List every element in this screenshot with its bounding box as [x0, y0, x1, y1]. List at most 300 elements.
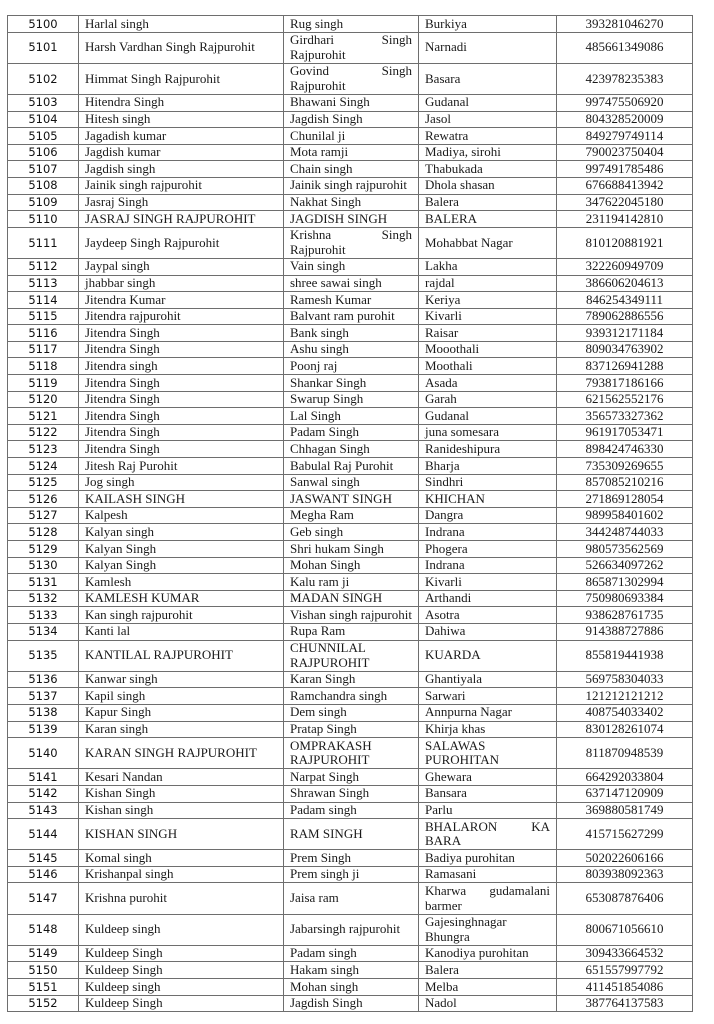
id-number-cell: 914388727886 [557, 623, 693, 640]
name-cell: Kalyan Singh [79, 557, 284, 574]
id-number-cell: 653087876406 [557, 883, 693, 914]
id-number-cell: 344248744033 [557, 524, 693, 541]
name-cell: Krishna purohit [79, 883, 284, 914]
serial-number-cell: 5145 [8, 850, 79, 867]
id-number-cell: 837126941288 [557, 358, 693, 375]
serial-number-cell: 5121 [8, 408, 79, 425]
father-name-cell: Shrawan Singh [284, 785, 419, 802]
village-cell: Badiya purohitan [419, 850, 557, 867]
name-cell: Kalpesh [79, 507, 284, 524]
serial-number-cell: 5136 [8, 671, 79, 688]
name-cell: Jitendra Kumar [79, 292, 284, 309]
father-name-cell: Jagdish Singh [284, 995, 419, 1012]
father-name-cell: Shri hukam Singh [284, 541, 419, 558]
id-number-cell: 411451854086 [557, 979, 693, 996]
village-cell: Bansara [419, 785, 557, 802]
father-name-cell: CHUNNILAL RAJPUROHIT [284, 640, 419, 671]
serial-number-cell: 5122 [8, 424, 79, 441]
name-cell: KAMLESH KUMAR [79, 590, 284, 607]
father-name-cell: shree sawai singh [284, 275, 419, 292]
serial-number-cell: 5100 [8, 16, 79, 33]
id-number-cell: 423978235383 [557, 63, 693, 94]
name-cell: Hitesh singh [79, 111, 284, 128]
id-number-cell: 800671056610 [557, 914, 693, 945]
table-row [8, 177, 693, 194]
serial-number-cell: 5137 [8, 688, 79, 705]
father-name-cell: Sanwal singh [284, 474, 419, 491]
village-cell: Kivarli [419, 574, 557, 591]
village-cell: juna somesara [419, 424, 557, 441]
id-number-cell: 809034763902 [557, 341, 693, 358]
name-cell: jhabbar singh [79, 275, 284, 292]
id-number-cell: 865871302994 [557, 574, 693, 591]
serial-number-cell: 5133 [8, 607, 79, 624]
id-number-cell: 789062886556 [557, 308, 693, 325]
table-row [8, 128, 693, 145]
id-number-cell: 803938092363 [557, 866, 693, 883]
father-name-cell: Krishna Singh Rajpurohit [284, 227, 419, 258]
table-row [8, 623, 693, 640]
serial-number-cell: 5135 [8, 640, 79, 671]
table-row [8, 458, 693, 475]
village-cell: Basara [419, 63, 557, 94]
id-number-cell: 485661349086 [557, 32, 693, 63]
village-cell: Burkiya [419, 16, 557, 33]
id-number-cell: 980573562569 [557, 541, 693, 558]
table-row [8, 391, 693, 408]
serial-number-cell: 5116 [8, 325, 79, 342]
member-roster-table [7, 15, 693, 1012]
name-cell: Kanwar singh [79, 671, 284, 688]
id-number-cell: 393281046270 [557, 16, 693, 33]
father-name-cell: Padam singh [284, 802, 419, 819]
id-number-cell: 997475506920 [557, 94, 693, 111]
father-name-cell: Padam singh [284, 945, 419, 962]
id-number-cell: 408754033402 [557, 704, 693, 721]
village-cell: Garah [419, 391, 557, 408]
table-row [8, 541, 693, 558]
village-cell: Balera [419, 962, 557, 979]
name-cell: Jagdish singh [79, 161, 284, 178]
village-cell: Dhola shasan [419, 177, 557, 194]
serial-number-cell: 5124 [8, 458, 79, 475]
name-cell: Kesari Nandan [79, 769, 284, 786]
father-name-cell: Jabarsingh rajpurohit [284, 914, 419, 945]
table-row [8, 557, 693, 574]
village-cell: Kharwa gudamalani barmer [419, 883, 557, 914]
id-number-cell: 997491785486 [557, 161, 693, 178]
serial-number-cell: 5144 [8, 819, 79, 850]
village-cell: Dangra [419, 507, 557, 524]
table-row [8, 63, 693, 94]
father-name-cell: RAM SINGH [284, 819, 419, 850]
table-row [8, 424, 693, 441]
village-cell: Kivarli [419, 308, 557, 325]
village-cell: BHALARON KA BARA [419, 819, 557, 850]
name-cell: Jitendra Singh [79, 391, 284, 408]
name-cell: Himmat Singh Rajpurohit [79, 63, 284, 94]
id-number-cell: 735309269655 [557, 458, 693, 475]
serial-number-cell: 5129 [8, 541, 79, 558]
village-cell: Melba [419, 979, 557, 996]
name-cell: Kuldeep singh [79, 914, 284, 945]
id-number-cell: 415715627299 [557, 819, 693, 850]
table-row [8, 16, 693, 33]
table-row [8, 441, 693, 458]
name-cell: Jitesh Raj Purohit [79, 458, 284, 475]
father-name-cell: Rupa Ram [284, 623, 419, 640]
village-cell: Ghantiyala [419, 671, 557, 688]
father-name-cell: Jainik singh rajpurohit [284, 177, 419, 194]
id-number-cell: 676688413942 [557, 177, 693, 194]
serial-number-cell: 5115 [8, 308, 79, 325]
id-number-cell: 347622045180 [557, 194, 693, 211]
village-cell: Madiya, sirohi [419, 144, 557, 161]
name-cell: KAILASH SINGH [79, 491, 284, 508]
village-cell: Khirja khas [419, 721, 557, 738]
father-name-cell: MADAN SINGH [284, 590, 419, 607]
name-cell: Komal singh [79, 850, 284, 867]
id-number-cell: 857085210216 [557, 474, 693, 491]
father-name-cell: JAGDISH SINGH [284, 211, 419, 228]
village-cell: Asotra [419, 607, 557, 624]
name-cell: Kanti lal [79, 623, 284, 640]
name-cell: Kishan Singh [79, 785, 284, 802]
village-cell: Dahiwa [419, 623, 557, 640]
table-row [8, 866, 693, 883]
table-row [8, 111, 693, 128]
name-cell: KANTILAL RAJPUROHIT [79, 640, 284, 671]
father-name-cell: Prem Singh [284, 850, 419, 867]
village-cell: Mooothali [419, 341, 557, 358]
id-number-cell: 387764137583 [557, 995, 693, 1012]
table-row [8, 358, 693, 375]
table-row [8, 785, 693, 802]
table-row [8, 979, 693, 996]
table-row [8, 671, 693, 688]
name-cell: Hitendra Singh [79, 94, 284, 111]
table-row [8, 144, 693, 161]
table-row [8, 161, 693, 178]
father-name-cell: Narpat Singh [284, 769, 419, 786]
id-number-cell: 804328520009 [557, 111, 693, 128]
village-cell: Phogera [419, 541, 557, 558]
name-cell: KARAN SINGH RAJPUROHIT [79, 738, 284, 769]
father-name-cell: Chain singh [284, 161, 419, 178]
table-row [8, 227, 693, 258]
village-cell: Ghewara [419, 769, 557, 786]
village-cell: Thabukada [419, 161, 557, 178]
serial-number-cell: 5107 [8, 161, 79, 178]
serial-number-cell: 5123 [8, 441, 79, 458]
village-cell: rajdal [419, 275, 557, 292]
table-row [8, 524, 693, 541]
name-cell: Jitendra Singh [79, 441, 284, 458]
father-name-cell: Kalu ram ji [284, 574, 419, 591]
serial-number-cell: 5111 [8, 227, 79, 258]
name-cell: Jasraj Singh [79, 194, 284, 211]
table-row [8, 32, 693, 63]
table-row [8, 325, 693, 342]
name-cell: Kalyan singh [79, 524, 284, 541]
father-name-cell: Jagdish Singh [284, 111, 419, 128]
village-cell: Indrana [419, 557, 557, 574]
serial-number-cell: 5117 [8, 341, 79, 358]
village-cell: Sarwari [419, 688, 557, 705]
name-cell: Kamlesh [79, 574, 284, 591]
father-name-cell: Shankar Singh [284, 375, 419, 392]
id-number-cell: 793817186166 [557, 375, 693, 392]
id-number-cell: 526634097262 [557, 557, 693, 574]
father-name-cell: Poonj raj [284, 358, 419, 375]
id-number-cell: 356573327362 [557, 408, 693, 425]
village-cell: Rewatra [419, 128, 557, 145]
serial-number-cell: 5149 [8, 945, 79, 962]
id-number-cell: 810120881921 [557, 227, 693, 258]
father-name-cell: Ramchandra singh [284, 688, 419, 705]
father-name-cell: Rug singh [284, 16, 419, 33]
father-name-cell: Nakhat Singh [284, 194, 419, 211]
serial-number-cell: 5113 [8, 275, 79, 292]
village-cell: Lakha [419, 258, 557, 275]
father-name-cell: OMPRAKASH RAJPUROHIT [284, 738, 419, 769]
table-row [8, 590, 693, 607]
village-cell: KUARDA [419, 640, 557, 671]
name-cell: Kapil singh [79, 688, 284, 705]
name-cell: Jaydeep Singh Rajpurohit [79, 227, 284, 258]
serial-number-cell: 5150 [8, 962, 79, 979]
village-cell: Parlu [419, 802, 557, 819]
table-row [8, 408, 693, 425]
serial-number-cell: 5128 [8, 524, 79, 541]
father-name-cell: Bhawani Singh [284, 94, 419, 111]
serial-number-cell: 5127 [8, 507, 79, 524]
father-name-cell: Lal Singh [284, 408, 419, 425]
id-number-cell: 898424746330 [557, 441, 693, 458]
village-cell: Mohabbat Nagar [419, 227, 557, 258]
serial-number-cell: 5101 [8, 32, 79, 63]
father-name-cell: Padam Singh [284, 424, 419, 441]
father-name-cell: Geb singh [284, 524, 419, 541]
father-name-cell: Dem singh [284, 704, 419, 721]
village-cell: Keriya [419, 292, 557, 309]
serial-number-cell: 5106 [8, 144, 79, 161]
village-cell: Kanodiya purohitan [419, 945, 557, 962]
id-number-cell: 989958401602 [557, 507, 693, 524]
id-number-cell: 637147120909 [557, 785, 693, 802]
name-cell: Jainik singh rajpurohit [79, 177, 284, 194]
id-number-cell: 664292033804 [557, 769, 693, 786]
father-name-cell: Jaisa ram [284, 883, 419, 914]
village-cell: Arthandi [419, 590, 557, 607]
table-row [8, 819, 693, 850]
table-row [8, 194, 693, 211]
serial-number-cell: 5134 [8, 623, 79, 640]
village-cell: Jasol [419, 111, 557, 128]
serial-number-cell: 5114 [8, 292, 79, 309]
id-number-cell: 811870948539 [557, 738, 693, 769]
serial-number-cell: 5130 [8, 557, 79, 574]
father-name-cell: Megha Ram [284, 507, 419, 524]
serial-number-cell: 5125 [8, 474, 79, 491]
id-number-cell: 830128261074 [557, 721, 693, 738]
name-cell: Jitendra Singh [79, 408, 284, 425]
name-cell: Kishan singh [79, 802, 284, 819]
name-cell: Jitendra Singh [79, 424, 284, 441]
serial-number-cell: 5105 [8, 128, 79, 145]
serial-number-cell: 5104 [8, 111, 79, 128]
table-row [8, 640, 693, 671]
table-row [8, 491, 693, 508]
father-name-cell: Govind Singh Rajpurohit [284, 63, 419, 94]
table-row [8, 704, 693, 721]
name-cell: Jagadish kumar [79, 128, 284, 145]
table-row [8, 292, 693, 309]
serial-number-cell: 5120 [8, 391, 79, 408]
village-cell: Indrana [419, 524, 557, 541]
father-name-cell: Chunilal ji [284, 128, 419, 145]
village-cell: Gajesinghnagar Bhungra [419, 914, 557, 945]
serial-number-cell: 5131 [8, 574, 79, 591]
serial-number-cell: 5141 [8, 769, 79, 786]
name-cell: Kuldeep Singh [79, 945, 284, 962]
name-cell: Jaypal singh [79, 258, 284, 275]
table-row [8, 275, 693, 292]
table-row [8, 769, 693, 786]
father-name-cell: Mota ramji [284, 144, 419, 161]
table-row [8, 962, 693, 979]
village-cell: Narnadi [419, 32, 557, 63]
id-number-cell: 369880581749 [557, 802, 693, 819]
serial-number-cell: 5112 [8, 258, 79, 275]
id-number-cell: 386606204613 [557, 275, 693, 292]
name-cell: Kuldeep Singh [79, 995, 284, 1012]
id-number-cell: 271869128054 [557, 491, 693, 508]
name-cell: KISHAN SINGH [79, 819, 284, 850]
village-cell: Gudanal [419, 94, 557, 111]
id-number-cell: 939312171184 [557, 325, 693, 342]
serial-number-cell: 5119 [8, 375, 79, 392]
village-cell: Ranideshipura [419, 441, 557, 458]
name-cell: Jog singh [79, 474, 284, 491]
id-number-cell: 961917053471 [557, 424, 693, 441]
father-name-cell: Mohan singh [284, 979, 419, 996]
name-cell: Jitendra Singh [79, 341, 284, 358]
table-row [8, 94, 693, 111]
roster-body [8, 16, 693, 1012]
father-name-cell: Vain singh [284, 258, 419, 275]
table-row [8, 802, 693, 819]
village-cell: Ramasani [419, 866, 557, 883]
id-number-cell: 938628761735 [557, 607, 693, 624]
serial-number-cell: 5146 [8, 866, 79, 883]
table-row [8, 375, 693, 392]
table-row [8, 688, 693, 705]
serial-number-cell: 5108 [8, 177, 79, 194]
father-name-cell: Mohan Singh [284, 557, 419, 574]
serial-number-cell: 5152 [8, 995, 79, 1012]
id-number-cell: 231194142810 [557, 211, 693, 228]
father-name-cell: Girdhari Singh Rajpurohit [284, 32, 419, 63]
table-row [8, 721, 693, 738]
name-cell: Harlal singh [79, 16, 284, 33]
name-cell: Kuldeep singh [79, 979, 284, 996]
father-name-cell: JASWANT SINGH [284, 491, 419, 508]
name-cell: Kuldeep Singh [79, 962, 284, 979]
serial-number-cell: 5126 [8, 491, 79, 508]
father-name-cell: Ramesh Kumar [284, 292, 419, 309]
name-cell: JASRAJ SINGH RAJPUROHIT [79, 211, 284, 228]
name-cell: Jitendra Singh [79, 325, 284, 342]
serial-number-cell: 5147 [8, 883, 79, 914]
table-row [8, 995, 693, 1012]
village-cell: Asada [419, 375, 557, 392]
table-row [8, 308, 693, 325]
table-row [8, 507, 693, 524]
serial-number-cell: 5140 [8, 738, 79, 769]
id-number-cell: 855819441938 [557, 640, 693, 671]
father-name-cell: Karan Singh [284, 671, 419, 688]
village-cell: Gudanal [419, 408, 557, 425]
father-name-cell: Balvant ram purohit [284, 308, 419, 325]
serial-number-cell: 5139 [8, 721, 79, 738]
id-number-cell: 849279749114 [557, 128, 693, 145]
village-cell: SALAWAS PUROHITAN [419, 738, 557, 769]
name-cell: Harsh Vardhan Singh Rajpurohit [79, 32, 284, 63]
father-name-cell: Pratap Singh [284, 721, 419, 738]
table-row [8, 738, 693, 769]
serial-number-cell: 5148 [8, 914, 79, 945]
serial-number-cell: 5102 [8, 63, 79, 94]
name-cell: Kan singh rajpurohit [79, 607, 284, 624]
table-row [8, 574, 693, 591]
father-name-cell: Ashu singh [284, 341, 419, 358]
table-row [8, 211, 693, 228]
name-cell: Kalyan Singh [79, 541, 284, 558]
serial-number-cell: 5103 [8, 94, 79, 111]
id-number-cell: 121212121212 [557, 688, 693, 705]
table-row [8, 474, 693, 491]
table-row [8, 945, 693, 962]
father-name-cell: Bank singh [284, 325, 419, 342]
village-cell: Sindhri [419, 474, 557, 491]
table-row [8, 341, 693, 358]
village-cell: Bharja [419, 458, 557, 475]
name-cell: Jagdish kumar [79, 144, 284, 161]
id-number-cell: 750980693384 [557, 590, 693, 607]
name-cell: Kapur Singh [79, 704, 284, 721]
table-row [8, 850, 693, 867]
name-cell: Krishanpal singh [79, 866, 284, 883]
table-row [8, 258, 693, 275]
serial-number-cell: 5132 [8, 590, 79, 607]
serial-number-cell: 5138 [8, 704, 79, 721]
name-cell: Jitendra Singh [79, 375, 284, 392]
village-cell: Moothali [419, 358, 557, 375]
id-number-cell: 790023750404 [557, 144, 693, 161]
village-cell: Balera [419, 194, 557, 211]
village-cell: Nadol [419, 995, 557, 1012]
id-number-cell: 569758304033 [557, 671, 693, 688]
father-name-cell: Swarup Singh [284, 391, 419, 408]
id-number-cell: 309433664532 [557, 945, 693, 962]
name-cell: Jitendra rajpurohit [79, 308, 284, 325]
serial-number-cell: 5143 [8, 802, 79, 819]
id-number-cell: 651557997792 [557, 962, 693, 979]
serial-number-cell: 5110 [8, 211, 79, 228]
serial-number-cell: 5109 [8, 194, 79, 211]
village-cell: Raisar [419, 325, 557, 342]
